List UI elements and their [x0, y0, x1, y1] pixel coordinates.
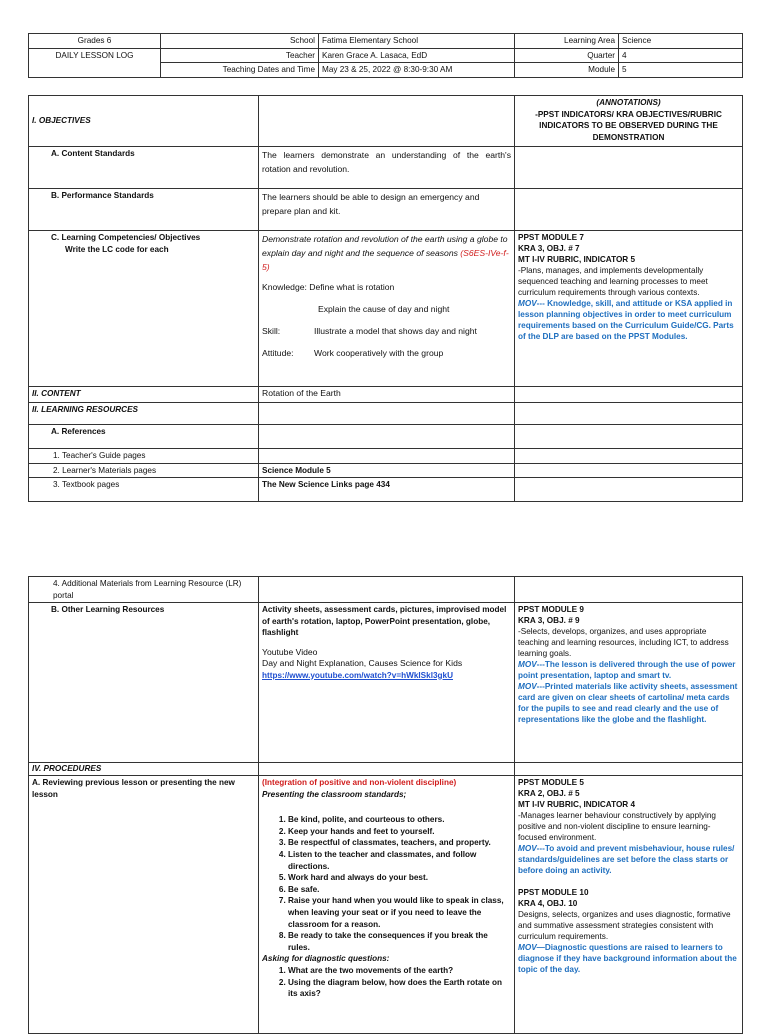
procedures-table	[28, 576, 743, 1034]
dates-label: Teaching Dates and Time	[161, 63, 319, 78]
quarter-value: 4	[619, 48, 743, 63]
ann-res-desc: -Selects, develops, organizes, and uses appropriate teaching and learning resources, including ICT, to address learning goals.	[518, 627, 729, 658]
annotation-lc	[515, 231, 743, 387]
dates-value: May 23 & 25, 2022 @ 8:30-9:30 AM	[319, 63, 515, 78]
ann-rev-desc2: Designs, selects, organizes and uses diagnostic, formative and summative assessment strategies consistent with curriculum requirements.	[518, 910, 731, 941]
ann-rev-mov2-label: MOV	[518, 943, 537, 952]
school-label: School	[161, 34, 319, 49]
lc-statement: Demonstrate rotation and revolution of the earth using a globe to explain day and night and the sequence of seasons	[262, 234, 508, 258]
ann-res-kra: KRA 3, OBJ. # 9	[518, 616, 580, 625]
module-value: 5	[619, 63, 743, 78]
annotations-subtitle: -PPST INDICATORS/ KRA OBJECTIVES/RUBRIC INDICATORS TO BE OBSERVED DURING THE DEMONSTRATION	[535, 109, 722, 142]
youtube-label: Youtube Video	[262, 646, 318, 657]
presenting-standards: Presenting the classroom standards;	[262, 789, 407, 799]
ann-rev-module2: PPST MODULE 10	[518, 888, 589, 897]
ann-res-module: PPST MODULE 9	[518, 605, 584, 614]
objectives-heading: I. OBJECTIVES	[29, 96, 259, 147]
references-label: A. References	[29, 425, 259, 449]
log-title: DAILY LESSON LOG	[29, 48, 161, 77]
teacher-value: Karen Grace A. Lasaca, EdD	[319, 48, 515, 63]
standard-item: 5. Work hard and always do your best.	[288, 872, 511, 884]
ann-lc-mov-label: MOV	[518, 299, 537, 308]
learning-competencies-text	[259, 231, 515, 387]
performance-standards-text: The learners should be able to design an emergency and prepare plan and kit.	[259, 189, 515, 231]
skill-text: Illustrate a model that shows day and night	[314, 326, 477, 336]
ann-lc-module: PPST MODULE 7	[518, 233, 584, 242]
annotation-resources	[515, 603, 743, 763]
learning-area-value: Science	[619, 34, 743, 49]
tg-pages-label: 1. Teacher's Guide pages	[29, 449, 259, 464]
annotations-title: (ANNOTATIONS)	[596, 98, 661, 107]
standards-list	[262, 814, 511, 953]
standard-item: 3. Be respectful of classmates, teachers, and property.	[288, 837, 511, 849]
youtube-link[interactable]: https://www.youtube.com/watch?v=hWkISkl3gkU	[262, 670, 453, 680]
content-standards-text: The learners demonstrate an understanding of the earth's rotation and revolution.	[259, 147, 515, 189]
knowledge-line: Knowledge: Define what is rotation	[262, 282, 395, 292]
lc-label-line2: Write the LC code for each	[65, 244, 169, 254]
ann-res-mov1: ---The lesson is delivered through the use of power point presentation, laptop and smart tv.	[518, 660, 736, 680]
lc-label-line1: C. Learning Competencies/ Objectives	[51, 233, 201, 242]
annotations-header	[515, 96, 743, 147]
ann-rev-module: PPST MODULE 5	[518, 778, 584, 787]
standard-item: 7. Raise your hand when you would like to speak in class, when leaving your seat or if you need to leave the classroom for a reason.	[288, 895, 511, 930]
standard-item: 4. Listen to the teacher and classmates, and follow directions.	[288, 849, 511, 872]
header-table	[28, 33, 743, 78]
ann-rev-mov1-label: MOV	[518, 844, 537, 853]
tb-pages-label: 3. Textbook pages	[29, 478, 259, 502]
ann-rev-rubric: MT I-IV RUBRIC, INDICATOR 4	[518, 800, 636, 809]
ann-lc-desc: -Plans, manages, and implements developmentally sequenced teaching and learning processes to meet curriculum requirements through various contexts.	[518, 266, 708, 297]
procedures-heading: IV. PROCEDURES	[29, 763, 259, 776]
diagnostic-title: Asking for diagnostic questions:	[262, 954, 390, 964]
resources-heading: II. LEARNING RESOURCES	[29, 403, 259, 425]
content-text: Rotation of the Earth	[259, 387, 515, 403]
ann-rev-kra2: KRA 4, OBJ. 10	[518, 899, 578, 908]
ann-rev-kra: KRA 2, OBJ. # 5	[518, 789, 580, 798]
lm-pages-label: 2. Learner's Materials pages	[29, 463, 259, 478]
module-label: Module	[515, 63, 619, 78]
attitude-label: Attitude:	[262, 348, 294, 358]
learning-area-label: Learning Area	[515, 34, 619, 49]
grade: Grades 6	[29, 34, 161, 49]
other-resources-cell	[259, 603, 515, 763]
content-heading: II. CONTENT	[29, 387, 259, 403]
ann-lc-rubric: MT I-IV RUBRIC, INDICATOR 5	[518, 255, 636, 264]
review-cell	[259, 776, 515, 1034]
quarter-label: Quarter	[515, 48, 619, 63]
standard-item: 6. Be safe.	[288, 884, 511, 896]
performance-standards-label: B. Performance Standards	[29, 189, 259, 231]
integration-note: (Integration of positive and non-violent discipline)	[262, 778, 457, 787]
standard-item: 1. Be kind, polite, and courteous to others.	[288, 814, 511, 826]
content-standards-label: A. Content Standards	[29, 147, 259, 189]
review-label: A. Reviewing previous lesson or presenting the new lesson	[29, 776, 259, 1034]
school-value: Fatima Elementary School	[319, 34, 515, 49]
knowledge-line2: Explain the cause of day and night	[318, 304, 450, 314]
learning-competencies-label	[29, 231, 259, 387]
youtube-title: Day and Night Explanation, Causes Science for Kids	[262, 658, 463, 668]
ann-lc-kra: KRA 3, OBJ. # 7	[518, 244, 580, 253]
ann-rev-mov2: —Diagnostic questions are raised to learners to diagnose if they have background information about the topic of the day.	[518, 943, 737, 974]
ann-res-mov2: ---Printed materials like activity sheets, assessment card are given on clear sheets of cartolina/ meta cards for the pupils to see and read clearly and the use of representations like the globe and the flashlight.	[518, 682, 738, 724]
ann-rev-mov1: ---To avoid and prevent misbehaviour, house rules/ standards/guidelines are set before the class starts or before doing an activity.	[518, 844, 735, 875]
ann-lc-mov: --- Knowledge, skill, and attitude or KSA applied in lesson planning objectives in order to meet curriculum requirements based on the Curriculum Guide/CG. Parts of the DLP are based on the PPST Modules.	[518, 299, 734, 341]
ann-rev-desc: -Manages learner behaviour constructively by applying positive and non-violent discipline to ensure learning-focused environment.	[518, 811, 716, 842]
teacher-label: Teacher	[161, 48, 319, 63]
annotation-review	[515, 776, 743, 1034]
tb-pages-value: The New Science Links page 434	[259, 478, 515, 502]
standard-item: 8. Be ready to take the consequences if you break the rules.	[288, 930, 511, 953]
other-resources-text: Activity sheets, assessment cards, pictures, improvised model of earth's rotation, laptop, PowerPoint presentation, globe, flashlight	[262, 605, 507, 637]
diagnostic-question: 2. Using the diagram below, how does the Earth rotate on its axis?	[288, 977, 511, 1000]
lc-code: (S6ES-IVe-f-5)	[262, 248, 509, 272]
objectives-table	[28, 95, 743, 502]
additional-materials-label: 4. Additional Materials from Learning Resource (LR) portal	[29, 577, 259, 603]
ann-res-mov2-label: MOV	[518, 682, 537, 691]
ann-res-mov1-label: MOV	[518, 660, 537, 669]
skill-label: Skill:	[262, 326, 281, 336]
diagnostic-question: 1. What are the two movements of the earth?	[288, 965, 511, 977]
attitude-text: Work cooperatively with the group	[314, 348, 444, 358]
lm-pages-value: Science Module 5	[259, 463, 515, 478]
diagnostic-list	[262, 965, 511, 1000]
standard-item: 2. Keep your hands and feet to yourself.	[288, 826, 511, 838]
other-resources-label: B. Other Learning Resources	[29, 603, 259, 763]
